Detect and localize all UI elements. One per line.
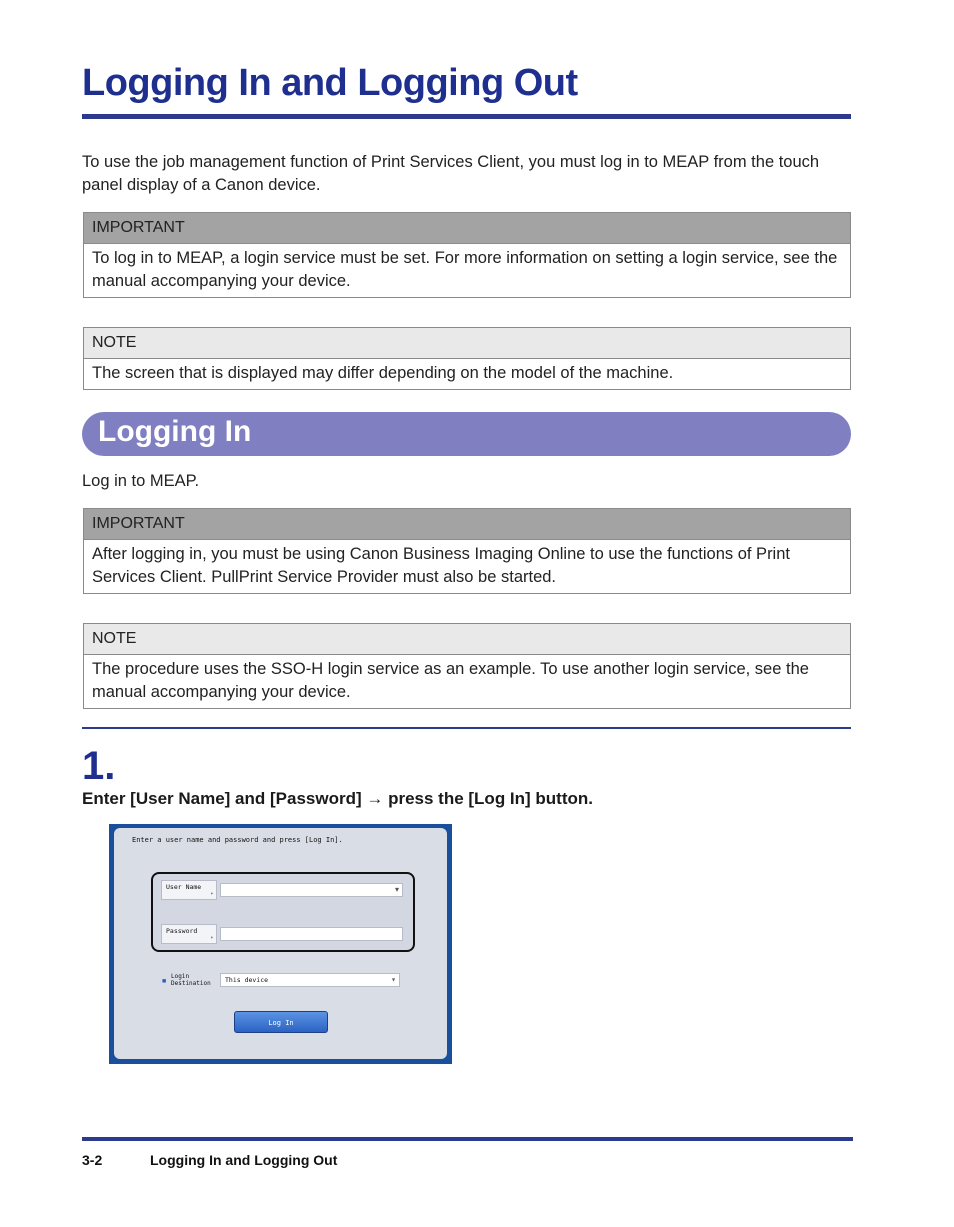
chevron-down-icon[interactable]: ▾	[394, 885, 399, 894]
credentials-frame	[151, 872, 415, 952]
note-header: NOTE	[84, 624, 850, 655]
footer-page-number: 3-2	[82, 1152, 103, 1168]
step-rule	[82, 727, 851, 729]
log-in-button[interactable]: Log In	[234, 1011, 328, 1033]
note-box-1	[83, 327, 851, 390]
title-rule	[82, 114, 851, 119]
destination-label-line1: Login	[171, 973, 190, 980]
page-title: Logging In and Logging Out	[82, 62, 578, 104]
user-name-field[interactable]	[220, 883, 403, 897]
destination-value: This device	[225, 976, 269, 984]
user-name-label: User Name	[166, 883, 202, 891]
important-box-2	[83, 508, 851, 594]
footer-chapter-title: Logging In and Logging Out	[150, 1152, 338, 1168]
password-key[interactable]	[161, 924, 217, 944]
chevron-right-icon: ▸	[210, 890, 214, 897]
bullet-icon: ■	[162, 978, 167, 985]
important-body: After logging in, you must be using Canon Business Imaging Online to use the functions of Print Services Client. PullPrint Service Provider must also be started.	[92, 545, 790, 586]
intro-paragraph: To use the job management function of Print Services Client, you must log in to MEAP from the touch panel display of a Canon device.	[82, 153, 820, 194]
destination-select[interactable]	[220, 973, 400, 987]
password-field[interactable]	[220, 927, 403, 941]
chevron-right-icon: ▸	[210, 934, 214, 941]
important-header: IMPORTANT	[84, 509, 850, 540]
destination-label-line2: Destination	[171, 980, 211, 987]
destination-label	[171, 973, 211, 987]
section-intro: Log in to MEAP.	[82, 472, 200, 490]
note-header: NOTE	[84, 328, 850, 359]
note-body: The procedure uses the SSO-H login service as an example. To use another login service, see the manual accompanying your device.	[92, 660, 809, 701]
important-header: IMPORTANT	[84, 213, 850, 244]
section-title: Logging In	[98, 415, 252, 448]
password-label: Password	[166, 927, 198, 935]
screen-panel	[114, 828, 447, 1059]
note-body: The screen that is displayed may differ depending on the model of the machine.	[92, 364, 674, 382]
step-instruction: Enter [User Name] and [Password] → press the [Log In] button.	[82, 789, 593, 808]
footer-rule	[82, 1137, 853, 1141]
section-bar	[82, 412, 851, 456]
login-screenshot	[109, 824, 452, 1064]
important-body: To log in to MEAP, a login service must be set. For more information on setting a login service, see the manual accompanying your device.	[92, 249, 838, 290]
chevron-down-icon[interactable]: ▾	[391, 975, 396, 984]
screen-prompt: Enter a user name and password and press [Log In].	[132, 836, 343, 844]
important-box-1	[83, 212, 851, 298]
step-number: 1.	[82, 744, 116, 788]
user-name-key[interactable]	[161, 880, 217, 900]
note-box-2	[83, 623, 851, 709]
